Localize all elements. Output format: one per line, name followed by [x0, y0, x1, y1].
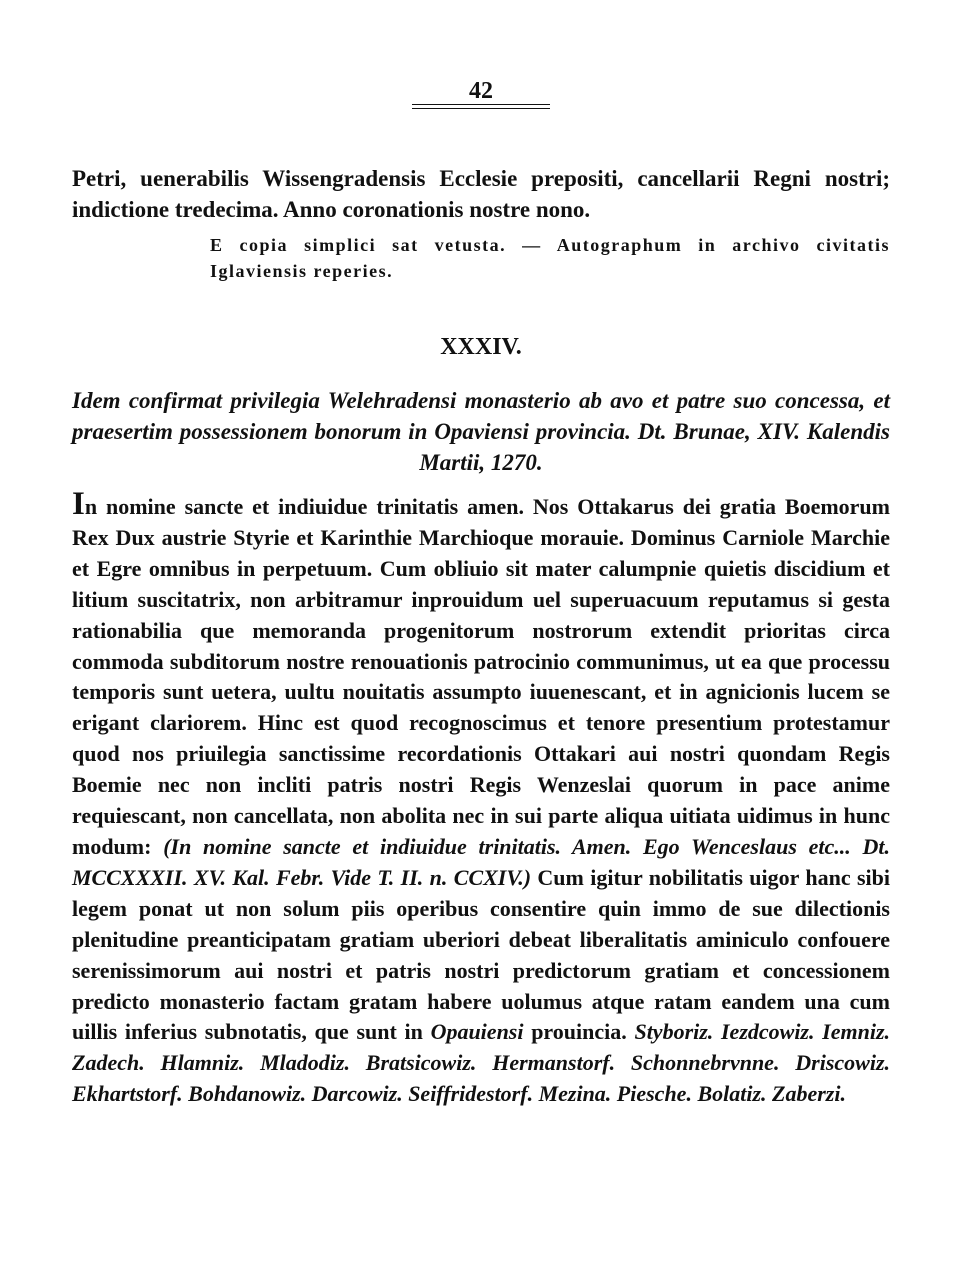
- document-body: [72, 486, 891, 1110]
- body-middle: Cum igitur nobilitatis uigor hanc sibi legem ponat ut non solum piis operibus consentire quin immo de sue dilectionis plenitudine preanticipatam gratiam uberiori debeat liberalitatis aminiculo confouere serenissimorum aui nostri et patris nostri predictorum gratiam et concessionem predicto monasterio factam gratam habere uolumus atque ratam eandem una cum uillis inferius subnotatis, que sunt in: [72, 864, 891, 1045]
- header-rule: [412, 104, 550, 105]
- body-end: prouincia.: [531, 1019, 627, 1045]
- province-name: Opauiensi: [430, 1019, 524, 1045]
- continued-text: Petri, uenerabilis Wissengradensis Ecclesie prepositi, cancellarii Regni nostri; indictione tredecima. Anno coronationis nostre nono.: [72, 166, 890, 222]
- drop-initial: I: [72, 486, 85, 522]
- body-start: n nomine sancte et indiuidue trinitatis amen. Nos Ottakarus dei gratia Boemorum Rex Dux austrie Styrie et Karinthie Marchioque morauie. Dominus Carniole Marchie et Egre omnibus in perpetuum. Cum obliuio sit mater calumpnie quietis discidium et litium suscitatrix, non arbitramur inprouidum uel superuacuum reputamus si gesta rationabilia que memoranda progenitorum nostrorum extendit prioritas circa commoda subditorum nostre renouationis patrocinio communimus, ut ea que processu temporis sunt uetera, uultu nouitatis assumpto iuuenescant, et in agnicionis lucem se erigant clariorem. Hinc est quod recognoscimus et tenore presentium protestamur quod nos priuilegia sanctissime recordationis Ottakari aui nostri quondam Regis Boemie nec non incliti patris nostri Regis Wenzeslai quorum in pace anime requiescant, non cancellata, non abolita nec in sui parte aliqua uitiata uidimus in hunc modum:: [72, 494, 890, 859]
- quoted-citation: (In nomine sancte et indiuidue trinitatis. Amen. Ego Wenceslaus etc... Dt. MCCXXXII. XV. Kal. Febr. Vide T. II. n. CCXIV.): [72, 833, 891, 890]
- document-summary: Idem confirmat privilegia Welehradensi monasterio ab avo et patre suo concessa, et praesertim possessionem bonorum in Opaviensi provincia. Dt. Brunae, XIV. Kalendis Martii, 1270.: [72, 388, 890, 475]
- header-rule-lower: [412, 108, 550, 109]
- source-note: E copia simplici sat vetusta. — Autographum in archivo civitatis Iglaviensis reperies.: [210, 235, 890, 281]
- page-number: 42: [469, 78, 493, 104]
- village-list: Styboriz. Iezdcowiz. Iemniz. Zadech. Hlamniz. Mladodiz. Bratsicowiz. Hermanstorf. Schonnebrvnne. Driscowiz. Ekhartstorf. Bohdanowiz. Darcowiz. Seiffridestorf. Mezina. Piesche. Bolatiz. Zaberzi.: [72, 1019, 891, 1107]
- document-number: XXXIV.: [440, 333, 522, 360]
